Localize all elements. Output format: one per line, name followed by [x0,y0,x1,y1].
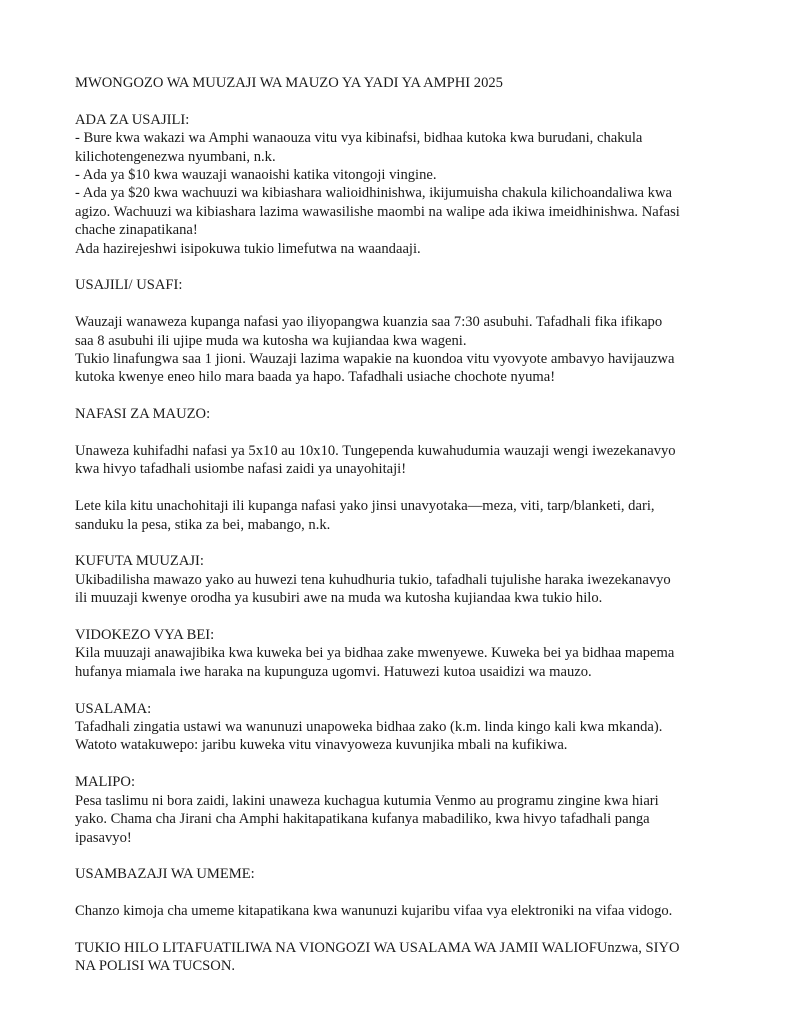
text-line: ipasavyo! [75,829,132,846]
section-power-body [75,902,725,920]
text-line: Wauzaji wanaweza kupanga nafasi yao iliyopangwa kuanzia saa 7:30 asubuhi. Tafadhali fika ifikapo [75,314,663,331]
document-page [75,74,725,976]
text-line: NA POLISI WA TUCSON. [75,958,236,975]
text-line: chache zinapatikana! [75,222,198,239]
text-line: kilichotengenezwa nyumbani, n.k. [75,148,276,165]
section-payment [75,773,725,847]
text-line: hufanya miamala iwe haraka na kupunguza ugomvi. Hatuwezi kutoa usaidizi wa mauzo. [75,663,592,680]
section-spaces [75,405,725,423]
text-line: - Ada ya $10 kwa wauzaji wanaoishi katika vitongoji vingine. [75,167,437,184]
section-closing [75,939,725,976]
document-title: MWONGOZO WA MUUZAJI WA MAUZO YA YADI YA AMPHI 2025 [75,75,503,91]
spacer [75,921,725,939]
spacer [75,479,725,497]
spacer [75,424,725,442]
spacer [75,295,725,313]
spacer [75,534,725,552]
section-registration-fees [75,111,725,258]
spacer [75,884,725,902]
section-spaces-body-b [75,497,725,534]
text-line: Chanzo kimoja cha umeme kitapatikana kwa wanunuzi kujaribu vifaa vya elektroniki na vifaa vidogo. [75,903,673,920]
text-line: kwa hivyo tafadhali usiombe nafasi zaidi ya unayohitaji! [75,461,407,478]
section-heading: MALIPO: [75,774,135,791]
text-line: saa 8 asubuhi ili ujipe muda wa kutosha wa kujiandaa kwa wageni. [75,332,467,349]
spacer [75,387,725,405]
text-line: Watoto watakuwepo: jaribu kuweka vitu vinavyoweza kuvunjika mbali na kufikiwa. [75,737,568,754]
section-heading: NAFASI ZA MAUZO: [75,406,211,423]
text-line: Tukio linafungwa saa 1 jioni. Wauzaji lazima wapakie na kuondoa vitu vyovyote ambavyo havijauzwa [75,351,675,368]
spacer [75,608,725,626]
section-heading: ADA ZA USAJILI: [75,111,190,128]
text-line: Unaweza kuhifadhi nafasi ya 5x10 au 10x10. Tungependa kuwahudumia wauzaji wengi iwezekanavyo [75,443,676,460]
section-pricing-tips [75,626,725,681]
text-line: Lete kila kitu unachohitaji ili kupanga nafasi yako jinsi unavyotaka—meza, viti, tarp/blanketi, dari, [75,498,655,515]
spacer [75,681,725,699]
section-heading: USAJILI/ USAFI: [75,277,183,294]
section-heading: VIDOKEZO VYA BEI: [75,627,215,644]
text-line: agizo. Wachuuzi wa kibiashara lazima wawasilishe maombi na walipe ada ikiwa imeidhinishwa. Nafasi [75,203,680,220]
text-line: Kila muuzaji anawajibika kwa kuweka bei ya bidhaa zake mwenyewe. Kuweka bei ya bidhaa mapema [75,645,675,662]
spacer [75,258,725,276]
text-line: Ukibadilisha mawazo yako au huwezi tena kuhudhuria tukio, tafadhali tujulishe haraka iwezekanavyo [75,571,671,588]
text-line: TUKIO HILO LITAFUATILIWA NA VIONGOZI WA USALAMA WA JAMII WALIOFUnzwa, SIYO [75,939,680,956]
section-setup-body [75,313,725,387]
section-setup [75,276,725,294]
text-line: - Bure kwa wakazi wa Amphi wanaouza vitu vya kibinafsi, bidhaa kutoka kwa burudani, chakula [75,130,643,147]
section-power [75,865,725,883]
text-line: ili muuzaji kwenye orodha ya kusubiri awe na muda wa kutosha kujiandaa kwa tukio hilo. [75,590,603,607]
text-line: Pesa taslimu ni bora zaidi, lakini unaweza kuchagua kutumia Venmo au programu zingine kwa hiari [75,792,659,809]
text-line: sanduku la pesa, stika za bei, mabango, n.k. [75,516,331,533]
section-spaces-body-a [75,442,725,479]
spacer [75,755,725,773]
text-line: - Ada ya $20 kwa wachuuzi wa kibiashara walioidhinishwa, ikijumuisha chakula kilichoandaliwa kwa [75,185,672,202]
section-cancellation [75,552,725,607]
section-heading: KUFUTA MUUZAJI: [75,553,204,570]
text-line: Tafadhali zingatia ustawi wa wanunuzi unapoweka bidhaa zako (k.m. linda kingo kali kwa mkanda). [75,719,663,736]
section-safety [75,700,725,755]
spacer [75,847,725,865]
text-line: Ada hazirejeshwi isipokuwa tukio limefutwa na waandaaji. [75,240,421,257]
text-line: yako. Chama cha Jirani cha Amphi hakitapatikana kufanya mabadiliko, kwa hivyo tafadhali panga [75,811,650,828]
section-heading: USAMBAZAJI WA UMEME: [75,866,255,883]
text-line: kutoka kwenye eneo hilo mara baada ya hapo. Tafadhali usiache chochote nyuma! [75,369,556,386]
section-heading: USALAMA: [75,700,152,717]
